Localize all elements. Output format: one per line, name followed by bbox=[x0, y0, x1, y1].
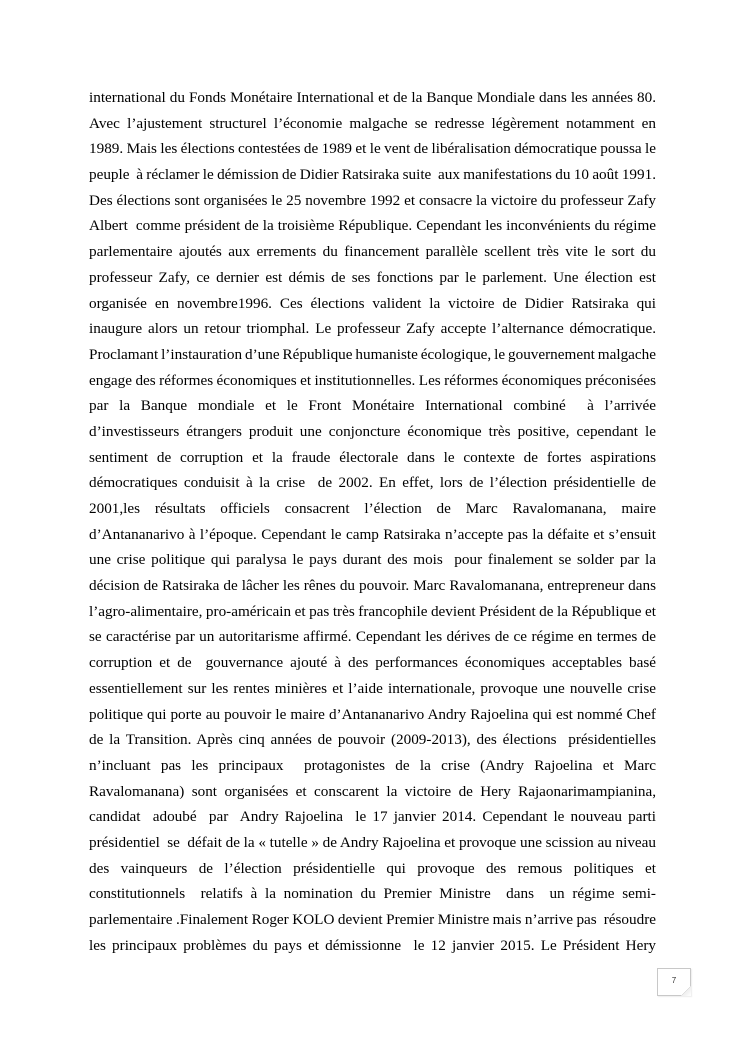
text-line: organisée en novembre1996. Ces élections valident la victoire de Didier Ratsiraka qui bbox=[89, 294, 656, 312]
text-line: inaugure alors un retour triomphal. Le professeur Zafy accepte l’alternance démocratique. bbox=[89, 320, 656, 338]
text-line: d’investisseurs étrangers produit une conjoncture économique très positive, cependant le bbox=[89, 422, 656, 440]
text-line: de la Transition. Après cinq années de pouvoir (2009-2013), des élections présidentielles bbox=[89, 731, 656, 749]
page-number-box bbox=[657, 968, 691, 996]
body-text bbox=[89, 85, 656, 958]
text-line: essentiellement sur les rentes minières et l’aide internationale, provoque une nouvelle crise bbox=[89, 679, 656, 697]
text-line: Ravalomanana) sont organisées et conscarent la victoire de Hery Rajaonarimampianina, bbox=[89, 782, 656, 800]
text-line: démocratiques conduisit à la crise de 2002. En effet, lors de l’élection présidentielle de bbox=[89, 474, 656, 492]
text-line: d’Antananarivo à l’époque. Cependant le camp Ratsiraka n’accepte pas la défaite et s’ensuit bbox=[89, 525, 656, 543]
text-line: international du Fonds Monétaire International et de la Banque Mondiale dans les années 80. bbox=[89, 89, 656, 106]
text-line: Avec l’ajustement structurel l’économie malgache se redresse légèrement notamment en bbox=[89, 114, 656, 132]
text-line: engage des réformes économiques et institutionnelles. Les réformes économiques préconisées bbox=[89, 371, 656, 389]
text-line: décision de Ratsiraka de lâcher les rênes du pouvoir. Marc Ravalomanana, entrepreneur dans bbox=[89, 577, 656, 595]
text-line: l’agro-alimentaire, pro-américain et pas très francophile devient Président de la République et bbox=[89, 602, 656, 620]
text-line: n’incluant pas les principaux protagonistes de la crise (Andry Rajoelina et Marc bbox=[89, 756, 656, 774]
page-number: 7 bbox=[671, 976, 677, 985]
text-line: politique qui porte au pouvoir le maire d’Antananarivo Andry Rajoelina qui est nommé Chef bbox=[89, 705, 656, 723]
text-line: des vainqueurs de l’élection présidentielle qui provoque des remous politiques et bbox=[89, 859, 656, 877]
text-line: parlementaire .Finalement Roger KOLO devient Premier Ministre mais n’arrive pas résoudre bbox=[89, 911, 656, 928]
text-line: une crise politique qui paralysa le pays durant des mois pour finalement se solder par la bbox=[89, 551, 656, 569]
text-line: les principaux problèmes du pays et démissionne le 12 janvier 2015. Le Président Hery bbox=[89, 936, 656, 954]
text-line: parlementaire ajoutés aux errements du financement parallèle scellent très vite le sort du bbox=[89, 243, 656, 261]
text-line: présidentiel se défait de la « tutelle » de Andry Rajoelina et provoque une scission au niveau bbox=[89, 833, 656, 851]
text-line: se caractérise par un autoritarisme affirmé. Cependant les dérives de ce régime en termes de bbox=[89, 628, 656, 646]
text-line: Albert comme président de la troisième République. Cependant les inconvénients du régime bbox=[89, 217, 656, 235]
text-line: corruption et de gouvernance ajouté à des performances économiques acceptables basé bbox=[89, 654, 656, 672]
text-line: 1989. Mais les élections contestées de 1989 et le vent de libéralisation démocratique poussa le bbox=[89, 140, 656, 158]
page-curl-icon bbox=[681, 986, 691, 996]
text-line: sentiment de corruption et la fraude électorale dans le contexte de fortes aspirations bbox=[89, 448, 656, 466]
text-line: peuple à réclamer le démission de Didier Ratsiraka suite aux manifestations du 10 août 1991. bbox=[89, 166, 656, 184]
text-line: Des élections sont organisées le 25 novembre 1992 et consacre la victoire du professeur Zafy bbox=[89, 191, 656, 209]
text-line: par la Banque mondiale et le Front Monétaire International combiné à l’arrivée bbox=[89, 397, 656, 415]
text-line: professeur Zafy, ce dernier est démis de ses fonctions par le parlement. Une élection est bbox=[89, 268, 656, 286]
text-line: candidat adoubé par Andry Rajoelina le 17 janvier 2014. Cependant le nouveau parti bbox=[89, 808, 656, 826]
text-line: Proclamant l’instauration d’une République humaniste écologique, le gouvernement malgache bbox=[89, 345, 656, 363]
text-line: 2001,les résultats officiels consacrent l’élection de Marc Ravalomanana, maire bbox=[89, 500, 656, 517]
text-line: constitutionnels relatifs à la nomination du Premier Ministre dans un régime semi- bbox=[89, 885, 656, 903]
